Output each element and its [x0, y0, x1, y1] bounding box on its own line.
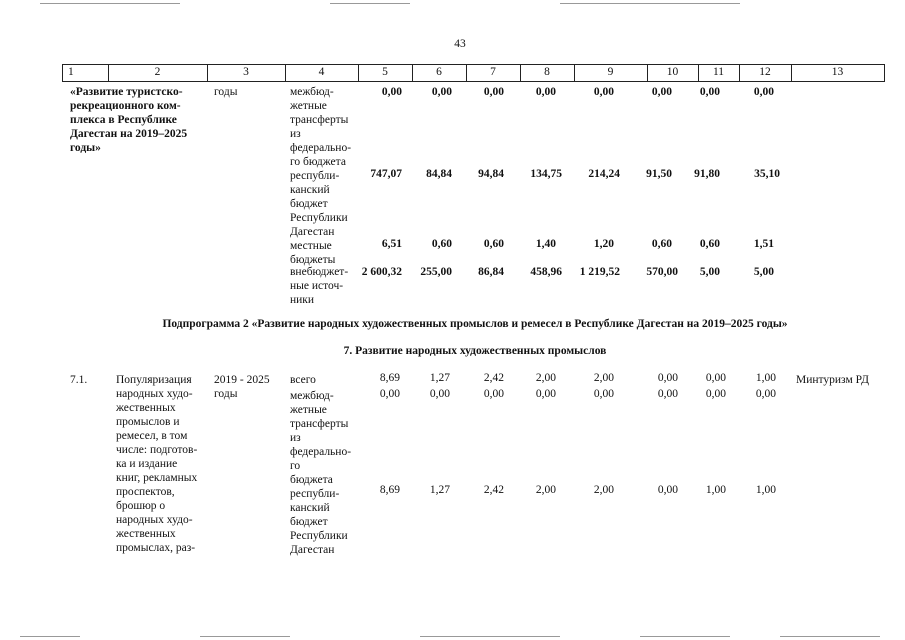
value-cell: 458,96 [530, 266, 562, 278]
value-cell: 0,00 [483, 388, 504, 400]
source-label-line: жетные [290, 404, 327, 416]
source-label-line: из [290, 128, 301, 140]
source-label-line: республи- [290, 488, 340, 500]
value-cell: 747,07 [370, 168, 402, 180]
source-label-line: межбюд- [290, 86, 334, 98]
value-cell: 2,42 [483, 372, 504, 384]
header-col-6: 6 [436, 66, 442, 78]
value-cell: 0,00 [483, 86, 504, 98]
source-label-line: Республики [290, 530, 348, 542]
value-cell: 0,00 [381, 86, 402, 98]
header-col-12: 12 [759, 66, 771, 78]
value-cell: 2,00 [593, 484, 614, 496]
value-cell: 0,00 [657, 484, 678, 496]
source-label-line: бюджеты [290, 254, 336, 266]
source-label-line: го [290, 460, 301, 472]
source-label-line: трансферты [290, 114, 349, 126]
value-cell: 0,00 [705, 388, 726, 400]
value-cell: 0,00 [593, 86, 614, 98]
measure-name-line: проспектов, [116, 486, 175, 498]
header-col-4: 4 [318, 66, 325, 78]
header-col-5: 5 [382, 66, 388, 78]
value-cell: 0,00 [429, 388, 450, 400]
value-cell: 5,00 [699, 266, 720, 278]
value-cell: 2 600,32 [361, 266, 402, 278]
measure-name-line: народных худо- [116, 388, 193, 400]
source-label-line: из [290, 432, 301, 444]
header-col-13: 13 [831, 66, 844, 78]
measure-name-line: жественных [116, 528, 176, 540]
source-label-line: всего [290, 374, 316, 386]
measure-term-line: 2019 - 2025 [214, 374, 270, 386]
value-cell: 2,00 [535, 372, 556, 384]
measure-name-line: ремесел, в том [116, 430, 188, 442]
section-title: 7. Развитие народных художественных промыслов [343, 345, 607, 357]
value-cell: 1,00 [755, 484, 776, 496]
value-cell: 91,50 [646, 168, 672, 180]
value-cell: 1,27 [429, 484, 450, 496]
value-cell: 214,24 [588, 168, 620, 180]
value-cell: 0,00 [705, 372, 726, 384]
measure-name-line: числе: подготов- [116, 444, 198, 456]
header-col-2: 2 [154, 66, 161, 78]
header-col-9: 9 [607, 66, 614, 78]
source-label-line: бюджет [290, 516, 328, 528]
header-col-8: 8 [544, 66, 550, 78]
source-label-line: ники [290, 294, 315, 306]
value-cell: 0,00 [651, 86, 672, 98]
value-cell: 0,00 [699, 86, 720, 98]
program-term: годы [214, 86, 238, 98]
source-label-line: Дагестан [290, 226, 335, 238]
source-label-line: го бюджета [290, 156, 346, 168]
source-label-line: бюджет [290, 198, 328, 210]
value-cell: 8,69 [379, 372, 400, 384]
source-label-line: бюджета [290, 474, 333, 486]
source-label-line: жетные [290, 100, 327, 112]
value-cell: 1,00 [705, 484, 726, 496]
value-cell: 1,27 [429, 372, 450, 384]
value-cell: 0,00 [753, 86, 774, 98]
value-cell: 84,84 [426, 168, 452, 180]
measure-name-line: жественных [116, 402, 176, 414]
source-label-line: федерально- [290, 142, 352, 154]
value-cell: 0,00 [431, 86, 452, 98]
executor: Минтуризм РД [796, 374, 869, 386]
program-name-line: «Развитие туристско- [70, 86, 183, 98]
program-name-line: плекса в Республике [70, 114, 177, 126]
measure-name-line: народных худо- [116, 514, 193, 526]
measure-name-line: книг, рекламных [116, 472, 198, 484]
measure-name-line: промыслов и [116, 416, 180, 428]
measure-name-line: ка и издание [116, 458, 178, 470]
value-cell: 8,69 [379, 484, 400, 496]
header-col-1: 1 [68, 66, 74, 78]
value-cell: 2,42 [483, 484, 504, 496]
header-col-10: 10 [666, 66, 679, 78]
source-label-line: канский [290, 184, 330, 196]
source-label-line: Дагестан [290, 544, 335, 556]
header-col-3: 3 [243, 66, 249, 78]
program-name-line: годы» [70, 142, 101, 154]
value-cell: 2,00 [593, 372, 614, 384]
value-cell: 0,60 [651, 238, 672, 250]
value-cell: 91,80 [694, 168, 720, 180]
measure-number: 7.1. [70, 374, 88, 386]
source-label-line: трансферты [290, 418, 349, 430]
source-label-line: республи- [290, 170, 340, 182]
value-cell: 1,00 [755, 372, 776, 384]
value-cell: 5,00 [753, 266, 774, 278]
source-label-line: межбюд- [290, 390, 334, 402]
measure-name-line: промыслах, раз- [116, 542, 196, 554]
program-name-line: рекреационного ком- [70, 100, 181, 112]
subprogram-title: Подпрограмма 2 «Развитие народных художественных промыслов и ремесел в Республике Дагестан на 2019–2025 годы» [162, 318, 788, 330]
source-label-line: федерально- [290, 446, 352, 458]
value-cell: 1,20 [593, 238, 614, 250]
source-label-line: Республики [290, 212, 348, 224]
source-label-line: местные [290, 240, 332, 252]
value-cell: 35,10 [754, 168, 780, 180]
value-cell: 1,51 [753, 238, 774, 250]
value-cell: 0,00 [379, 388, 400, 400]
value-cell: 1 219,52 [579, 266, 620, 278]
value-cell: 570,00 [646, 266, 678, 278]
value-cell: 0,60 [699, 238, 720, 250]
header-col-7: 7 [490, 66, 496, 78]
header-col-11: 11 [712, 66, 725, 78]
value-cell: 86,84 [478, 266, 504, 278]
page-number: 43 [454, 38, 466, 50]
measure-term-line: годы [214, 388, 238, 400]
source-label-line: ные источ- [290, 280, 344, 292]
value-cell: 0,00 [535, 388, 556, 400]
value-cell: 0,00 [657, 372, 678, 384]
value-cell: 2,00 [535, 484, 556, 496]
value-cell: 94,84 [478, 168, 504, 180]
value-cell: 0,00 [657, 388, 678, 400]
value-cell: 0,60 [431, 238, 452, 250]
source-label-line: канский [290, 502, 330, 514]
value-cell: 6,51 [381, 238, 402, 250]
value-cell: 0,60 [483, 238, 504, 250]
value-cell: 1,40 [535, 238, 556, 250]
measure-name-line: Популяризация [116, 374, 192, 386]
value-cell: 134,75 [530, 168, 562, 180]
value-cell: 0,00 [755, 388, 776, 400]
value-cell: 0,00 [535, 86, 556, 98]
value-cell: 0,00 [593, 388, 614, 400]
measure-name-line: брошюр о [116, 500, 166, 512]
program-name-line: Дагестан на 2019–2025 [70, 128, 188, 140]
value-cell: 255,00 [420, 266, 452, 278]
source-label-line: внебюджет- [290, 266, 349, 278]
